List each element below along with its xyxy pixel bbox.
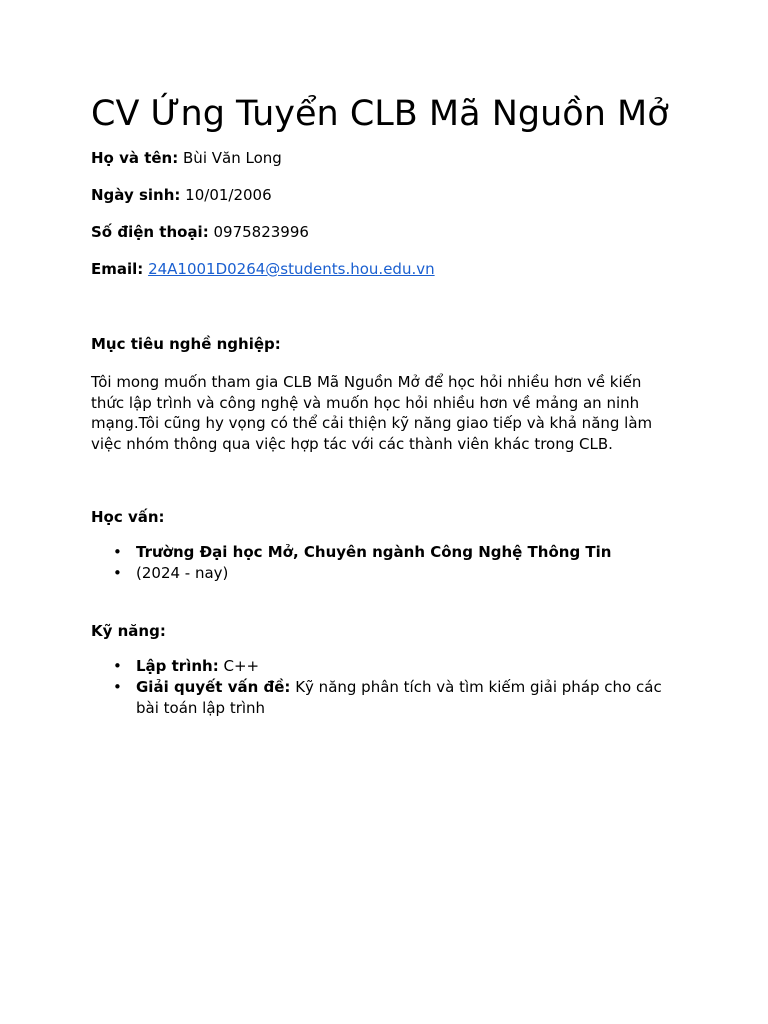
name-value: Bùi Văn Long xyxy=(183,149,282,167)
list-item xyxy=(113,677,681,719)
bullet-icon: • xyxy=(113,678,122,696)
dob-label: Ngày sinh: xyxy=(91,186,181,204)
skill-item-text: C++ xyxy=(223,657,260,675)
objective-text: Tôi mong muốn tham gia CLB Mã Nguồn Mở để học hỏi nhiều hơn về kiến thức lập trình và công nghệ và muốn học hỏi nhiều hơn về mảng an ninh mạng.Tôi cũng hy vọng có thể cải thiện kỹ năng giao tiếp và khả năng làm việc nhóm thông qua việc hợp tác với các thành viên khác trong CLB. xyxy=(91,373,653,453)
email-link[interactable]: 24A1001D0264@students.hou.edu.vn xyxy=(148,260,435,278)
page-title: CV Ứng Tuyển CLB Mã Nguồn Mở xyxy=(91,94,669,134)
skill-item-label: Lập trình: xyxy=(136,657,219,675)
skill-item-text: Kỹ năng phân tích và tìm kiếm giải pháp cho các bài toán lập trình xyxy=(136,678,662,717)
bullet-icon: • xyxy=(113,564,122,582)
name-label: Họ và tên: xyxy=(91,149,179,167)
email-label: Email: xyxy=(91,260,144,278)
bullet-icon: • xyxy=(113,657,122,675)
skills-list xyxy=(91,656,681,719)
email-field xyxy=(91,259,681,279)
bullet-icon: • xyxy=(113,543,122,561)
phone-value: 0975823996 xyxy=(213,223,309,241)
phone-label: Số điện thoại: xyxy=(91,223,209,241)
list-item xyxy=(113,656,681,677)
cv-document xyxy=(91,92,681,719)
phone-field xyxy=(91,222,681,242)
education-item-text: (2024 - nay) xyxy=(136,564,229,582)
objective-heading: Mục tiêu nghề nghiệp: xyxy=(91,335,281,353)
skills-heading: Kỹ năng: xyxy=(91,622,166,640)
dob-field xyxy=(91,185,681,205)
list-item xyxy=(113,542,681,563)
list-item xyxy=(113,563,681,584)
education-list xyxy=(91,542,681,584)
dob-value: 10/01/2006 xyxy=(185,186,272,204)
education-item-bold: Trường Đại học Mở, Chuyên ngành Công Nghệ Thông Tin xyxy=(136,543,612,561)
name-field xyxy=(91,148,681,168)
education-heading: Học vấn: xyxy=(91,508,165,526)
skill-item-label: Giải quyết vấn đề: xyxy=(136,678,291,696)
